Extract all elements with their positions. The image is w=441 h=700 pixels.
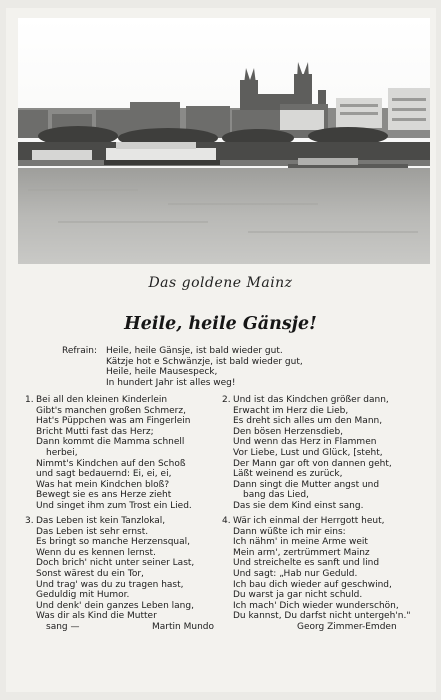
verse-line: Du kannst, Du darfst nicht untergeh'n." bbox=[233, 611, 411, 622]
verse-line: und sagt bedauernd: Ei, ei, ei, bbox=[36, 469, 172, 480]
verse-line: Es dreht sich alles um den Mann, bbox=[233, 416, 383, 427]
refrain-label: Refrain: bbox=[62, 346, 98, 356]
verse-line: Und denk' dein ganzes Leben lang, bbox=[36, 600, 194, 611]
refrain-line: Heile, heile Mausespeck, bbox=[106, 367, 218, 378]
refrain-line: Kätzje hot e Schwänzje, ist bald wieder gut, bbox=[106, 356, 303, 367]
verse-line: Das Leben ist kein Tanzlokal, bbox=[36, 516, 166, 526]
verse-number: 3. bbox=[25, 516, 34, 526]
author-name: Martin Mundo bbox=[152, 621, 214, 632]
verse-line: Was hat mein Kindchen bloß? bbox=[36, 479, 170, 490]
verse-line: Erwacht im Herz die Lieb, bbox=[233, 405, 349, 416]
verse-line: Sonst wärest du ein Tor, bbox=[36, 568, 144, 579]
refrain-line: In hundert Jahr ist alles weg! bbox=[106, 377, 236, 388]
photo-drawing bbox=[18, 18, 430, 264]
verse-number: 2. bbox=[222, 395, 231, 405]
verse-lines bbox=[233, 395, 392, 512]
verse-line: Und singet ihm zum Trost ein Lied. bbox=[36, 500, 192, 511]
verse-line: Du warst ja gar nicht schuld. bbox=[233, 590, 363, 601]
verse-line: Bei all den kleinen Kinderlein bbox=[36, 395, 168, 405]
song-title: Heile, heile Gänsje! bbox=[124, 314, 317, 334]
verse-line: Vor Liebe, Lust und Glück, [steht, bbox=[233, 447, 383, 458]
verse-line: Ich bau dich wieder auf geschwind, bbox=[233, 579, 392, 590]
refrain-lines bbox=[106, 346, 303, 388]
verse-signature bbox=[36, 622, 214, 633]
verse-line: Dann singt die Mutter angst und bbox=[233, 479, 380, 490]
verse-lines bbox=[36, 395, 192, 512]
verse-line: Den bösen Herzensdieb, bbox=[233, 426, 344, 437]
refrain-line: Heile, heile Gänsje, ist bald wieder gut. bbox=[106, 346, 283, 356]
verse-line: Und sagt: „Hab nur Geduld. bbox=[233, 568, 358, 579]
verse-line: sang — bbox=[46, 621, 80, 632]
verse-line: herbei, bbox=[46, 447, 78, 458]
verse-line: Und ist das Kindchen größer dann, bbox=[233, 395, 389, 405]
verse-line: Der Mann gar oft von dannen geht, bbox=[233, 458, 392, 469]
verse-line: Das sie dem Kind einst sang. bbox=[233, 500, 364, 511]
verse-line: Läßt weinend es zurück, bbox=[233, 469, 343, 480]
verse-line: bang das Lied, bbox=[243, 490, 309, 501]
verse-line: Bewegt sie es ans Herze zieht bbox=[36, 490, 172, 501]
verse-line: Wär ich einmal der Herrgott heut, bbox=[233, 516, 385, 526]
verse-line: Wenn du es kennen lernst. bbox=[36, 547, 156, 558]
verse-number: 1. bbox=[25, 395, 34, 405]
verse-line: Ich mach' Dich wieder wunderschön, bbox=[233, 600, 399, 611]
author-name: Georg Zimmer-Emden bbox=[297, 621, 397, 632]
verse-line: Und streichelte es sanft und lind bbox=[233, 558, 380, 569]
verse-line: Doch brich' nicht unter seiner Last, bbox=[36, 558, 195, 569]
verse-line: Mein arm', zertrümmert Mainz bbox=[233, 547, 370, 558]
verse-line: Hat's Püppchen was am Fingerlein bbox=[36, 416, 191, 427]
verse-lines bbox=[233, 516, 410, 633]
verse-line: Dann wüßte ich mir eins: bbox=[233, 526, 346, 537]
verse-number: 4. bbox=[222, 516, 231, 526]
verse-line: Dann kommt die Mamma schnell bbox=[36, 437, 185, 448]
verse-line: Nimmt's Kindchen auf den Schoß bbox=[36, 458, 186, 469]
mainz-riverfront-photo bbox=[18, 18, 430, 264]
verse-line: Bricht Mutti fast das Herz; bbox=[36, 426, 154, 437]
card-subtitle: Das goldene Mainz bbox=[148, 275, 293, 291]
verse-line: Ich nähm' in meine Arme weit bbox=[233, 537, 368, 548]
verse-line: Gibt's manchen großen Schmerz, bbox=[36, 405, 186, 416]
verse-line: Geduldig mit Humor. bbox=[36, 590, 130, 601]
verse-line: Und wenn das Herz in Flammen bbox=[233, 437, 377, 448]
verse-lines bbox=[36, 516, 214, 633]
verse-line: Das Leben ist sehr ernst. bbox=[36, 526, 149, 537]
verse-line: Es bringt so manche Herzensqual, bbox=[36, 537, 191, 548]
verse-line: Und trag' was du zu tragen hast, bbox=[36, 579, 184, 590]
verse-line: Was dir als Kind die Mutter bbox=[36, 611, 157, 622]
